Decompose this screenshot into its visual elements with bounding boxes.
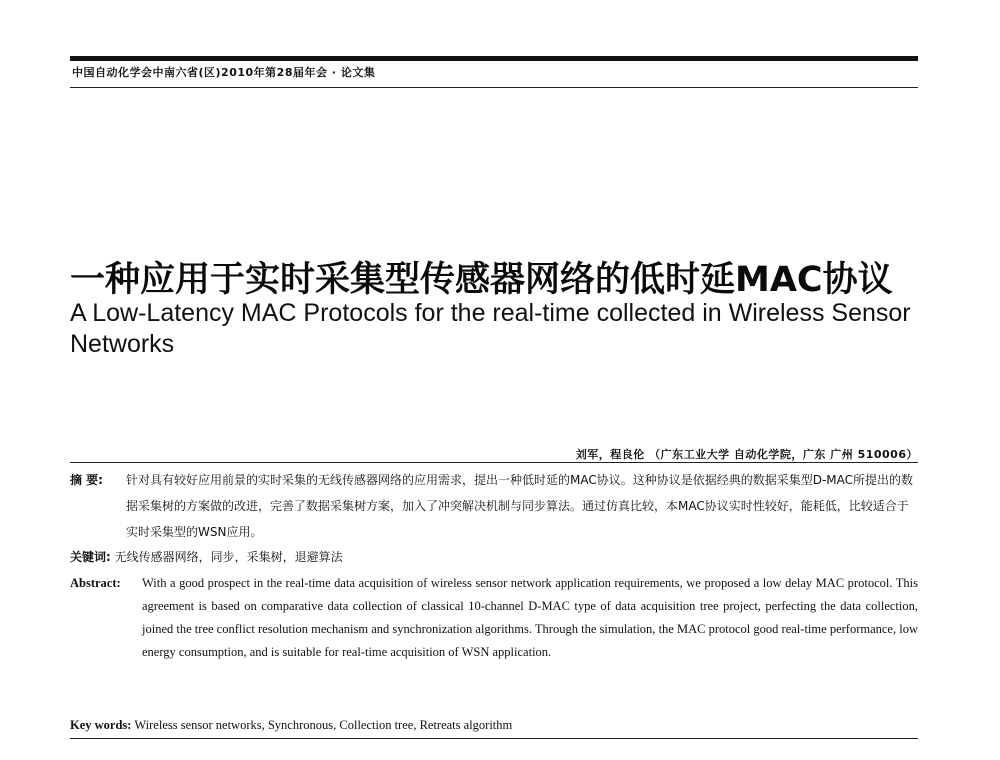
abstract-chinese-label: 摘 要: <box>70 473 103 487</box>
abstract-chinese-text: 针对具有较好应用前景的实时采集的无线传感器网络的应用需求，提出一种低时延的MAC协议。这种协议是依据经典的数据采集型D-MAC所提出的数据采集树的方案做的改进，完善了数据采集树方案，加入了冲突解决机制与同步算法。通过仿真比较，本MAC协议实时性较好，能耗低，比较适合于实时采集型的WSN应用。 <box>126 473 914 539</box>
authors-rule <box>70 462 918 463</box>
keywords-chinese-label: 关键词: <box>70 550 111 564</box>
keywords-chinese <box>70 548 343 565</box>
keywords-english-label: Key words: <box>70 718 132 732</box>
abstract-english <box>70 572 918 664</box>
abstract-chinese <box>70 467 918 545</box>
journal-header: 中国自动化学会中南六省(区)2010年第28届年会 · 论文集 <box>72 66 376 79</box>
keywords-chinese-text: 无线传感器网络，同步，采集树，退避算法 <box>114 550 343 564</box>
header-rule-thin <box>70 87 918 88</box>
abstract-english-label: Abstract: <box>70 576 121 590</box>
keywords-english-text: Wireless sensor networks, Synchronous, Collection tree, Retreats algorithm <box>134 718 513 732</box>
keywords-english <box>70 718 512 733</box>
authors-affiliation: 刘军，程良伦 （广东工业大学 自动化学院，广东 广州 510006） <box>575 448 918 461</box>
title-english: A Low-Latency MAC Protocols for the real-time collected in Wireless Sensor Networks <box>70 299 911 358</box>
bottom-rule <box>70 738 918 739</box>
header-rule-thick <box>70 56 918 61</box>
title-chinese: 一种应用于实时采集型传感器网络的低时延MAC协议 <box>70 260 893 300</box>
abstract-english-text: With a good prospect in the real-time data acquisition of wireless sensor network application requirements, we proposed a low delay MAC protocol. This agreement is based on comparative data collection of classical 10-channel D-MAC type of data acquisition tree project, perfecting the data collection, joined the tree conflict resolution mechanism and synchronization algorithms. Through the simulation, the MAC protocol good real-time performance, low energy consumption, and is suitable for real-time acquisition of WSN application. <box>142 576 918 659</box>
